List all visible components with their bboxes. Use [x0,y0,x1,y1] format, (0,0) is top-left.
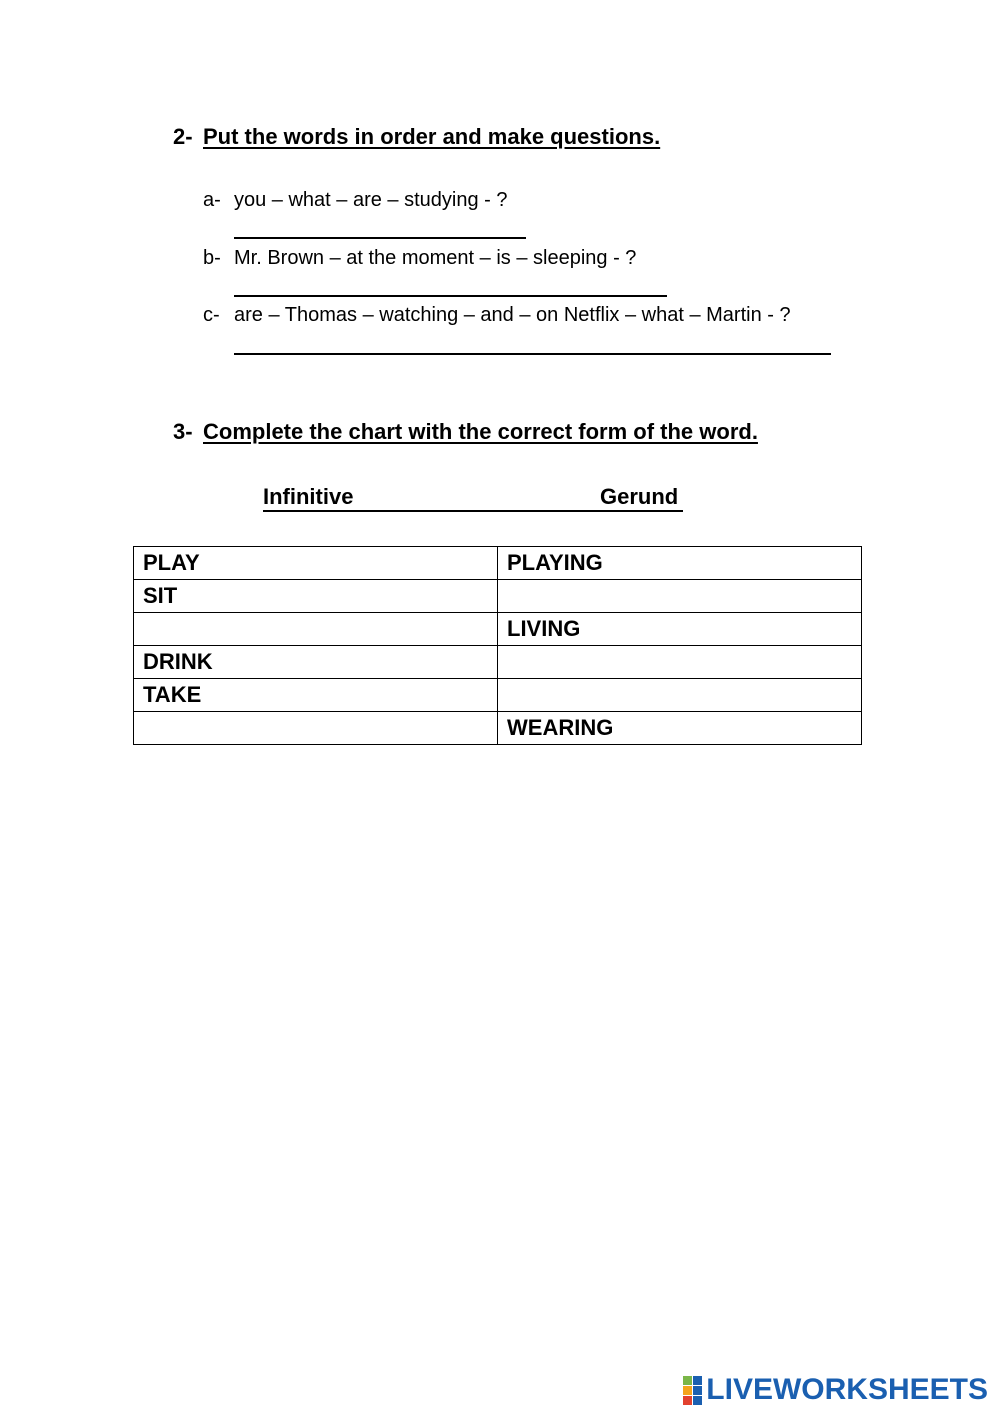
question-b-letter: b- [203,247,221,269]
table-row [134,712,862,745]
answer-line-c[interactable] [234,353,831,355]
gerund-cell[interactable] [498,646,862,679]
section-3-title [173,419,758,445]
logo-text: LIVEWORKSHEETS [706,1373,988,1406]
section-2-title [173,124,660,150]
section-3-heading: Complete the chart with the correct form of the word. [203,419,758,444]
infinitive-cell: PLAY [134,547,498,580]
gerund-cell[interactable] [498,580,862,613]
gerund-header: Gerund [600,484,679,509]
header-underline [263,510,683,512]
section-3-number: 3- [173,419,193,444]
table-row [134,646,862,679]
answer-line-b[interactable] [234,295,667,297]
section-2-number: 2- [173,124,193,149]
infinitive-cell: SIT [134,580,498,613]
gerund-cell: LIVING [498,613,862,646]
gerund-cell[interactable] [498,679,862,712]
question-a [203,188,508,212]
table-row [134,679,862,712]
infinitive-cell: DRINK [134,646,498,679]
answer-line-a[interactable] [234,237,526,239]
question-a-text: you – what – are – studying - ? [234,189,508,211]
liveworksheets-logo-icon [683,1376,702,1405]
infinitive-cell[interactable] [134,613,498,646]
question-b-text: Mr. Brown – at the moment – is – sleeping - ? [234,247,637,269]
question-c-text: are – Thomas – watching – and – on Netflix – what – Martin - ? [234,304,791,326]
gerund-cell: WEARING [498,712,862,745]
table-row [134,547,862,580]
gerund-cell: PLAYING [498,547,862,580]
table-row [134,613,862,646]
section-2-heading: Put the words in order and make questions. [203,124,661,149]
question-c-letter: c- [203,304,220,326]
question-c [203,303,791,327]
verb-chart [133,546,862,745]
infinitive-header: Infinitive [263,484,354,509]
table-row [134,580,862,613]
question-a-letter: a- [203,189,221,211]
infinitive-cell: TAKE [134,679,498,712]
liveworksheets-logo [683,1374,988,1406]
infinitive-cell[interactable] [134,712,498,745]
question-b [203,246,636,270]
